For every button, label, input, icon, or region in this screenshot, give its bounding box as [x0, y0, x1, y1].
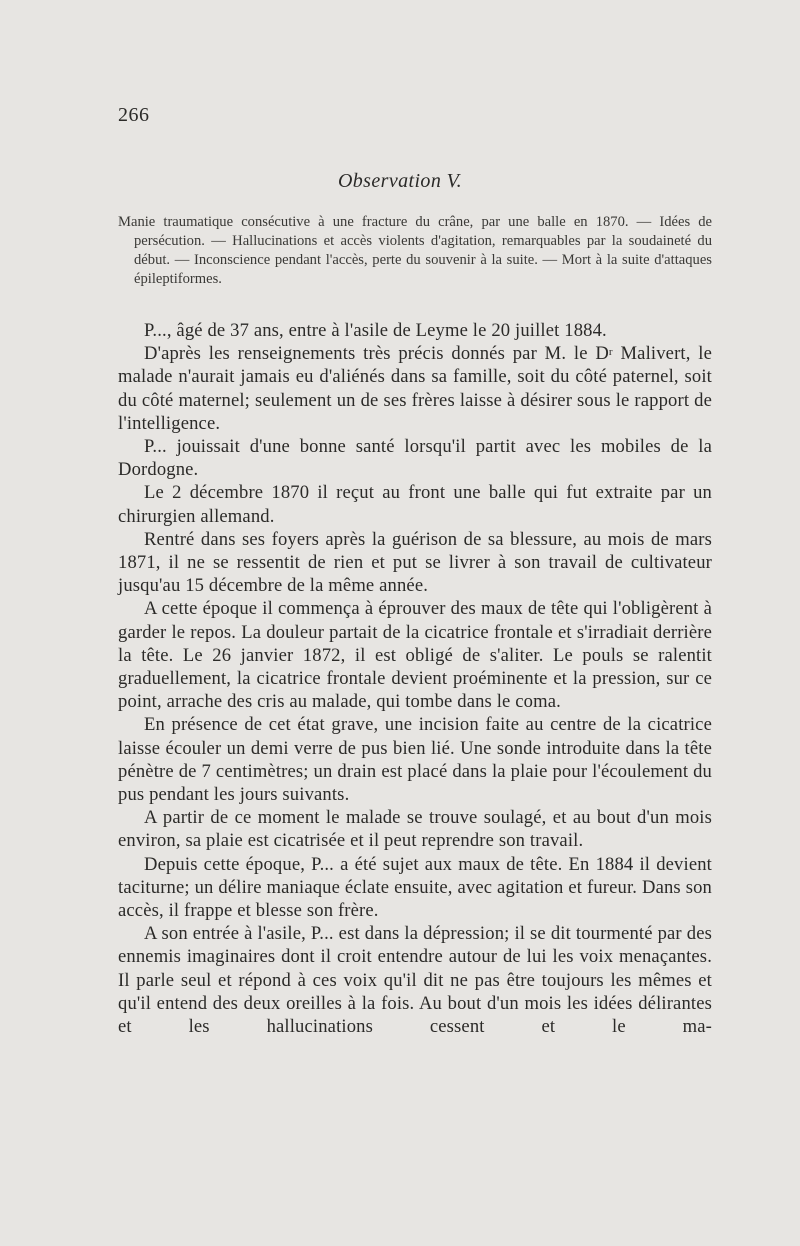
paragraph-2-start: D'après les renseignements très précis donnés par M. le D [144, 343, 609, 365]
paragraph-1: P..., âgé de 37 ans, entre à l'asile de Leyme le 20 juillet 1884. [144, 320, 607, 341]
paragraph-2 [118, 342, 712, 435]
page-number: 266 [118, 104, 150, 126]
paragraph-3: P... jouissait d'une bonne santé lorsqu'il partit avec les mobiles de la Dordogne. [118, 436, 712, 481]
paragraph-4: Le 2 décembre 1870 il reçut au front une balle qui fut extraite par un chirurgien allemand. [118, 482, 712, 527]
paragraph-9: Depuis cette époque, P... a été sujet aux maux de tête. En 1884 il devient taciturne; un délire maniaque éclate ensuite, avec agitation et fureur. Dans son accès, il frappe et blesse son frère. [118, 853, 712, 922]
section-title: Observation V. [337, 170, 463, 192]
paragraph-2-rest: Malivert, le malade n'aurait jamais eu d'aliénés dans sa famille, soit du côté paternel, soit du côté maternel; seulement un de ses frères laisse à désirer sous le rapport de l'intelligence. [118, 343, 712, 434]
observation-summary [118, 213, 712, 289]
summary-text: Manie traumatique consécutive à une fracture du crâne, par une balle en 1870. — Idées de persécution. — Hallucinations et accès violents d'agitation, remarquables par la soudaineté du début. — Inconscience pendant l'accès, perte du souvenir à la suite. — Mort à la suite d'attaques épileptiformes. [118, 214, 712, 287]
doctor-abbrev-sup: r [608, 346, 613, 359]
paragraph-8: A partir de ce moment le malade se trouve soulagé, et au bout d'un mois environ, sa plaie est cicatrisée et il peut reprendre son travail. [118, 807, 712, 852]
paragraph-7: En présence de cet état grave, une incision faite au centre de la cicatrice laisse écouler un demi verre de pus bien lié. Une sonde introduite dans la tête pénètre de 7 centimètres; un drain est placé dans la plaie pour l'écoulement du pus pendant les jours suivants. [118, 714, 712, 806]
paragraph-5: Rentré dans ses foyers après la guérison de sa blessure, au mois de mars 1871, il ne se ressentit de rien et put se livrer à son travail de cultivateur jusqu'au 15 décembre de la même année. [118, 528, 712, 597]
body-text [118, 319, 712, 1038]
paragraph-6: A cette époque il commença à éprouver des maux de tête qui l'obligèrent à garder le repos. La douleur partait de la cicatrice frontale et s'irradiait derrière la tête. Le 26 janvier 1872, il est obligé de s'aliter. Le pouls se ralentit graduellement, la cicatrice frontale devient proéminente et la pression, sur ce point, arrache des cris au malade, qui tombe dans le coma. [118, 598, 712, 713]
paragraph-10: A son entrée à l'asile, P... est dans la dépression; il se dit tourmenté par des ennemis imaginaires dont il croit entendre autour de lui les voix menaçantes. Il parle seul et répond à ces voix qu'il dit ne pas être toujours les mêmes et qu'il entend des deux oreilles à la fois. Au bout d'un mois les idées délirantes et les hallucinations cessent et le ma- [118, 923, 712, 1038]
